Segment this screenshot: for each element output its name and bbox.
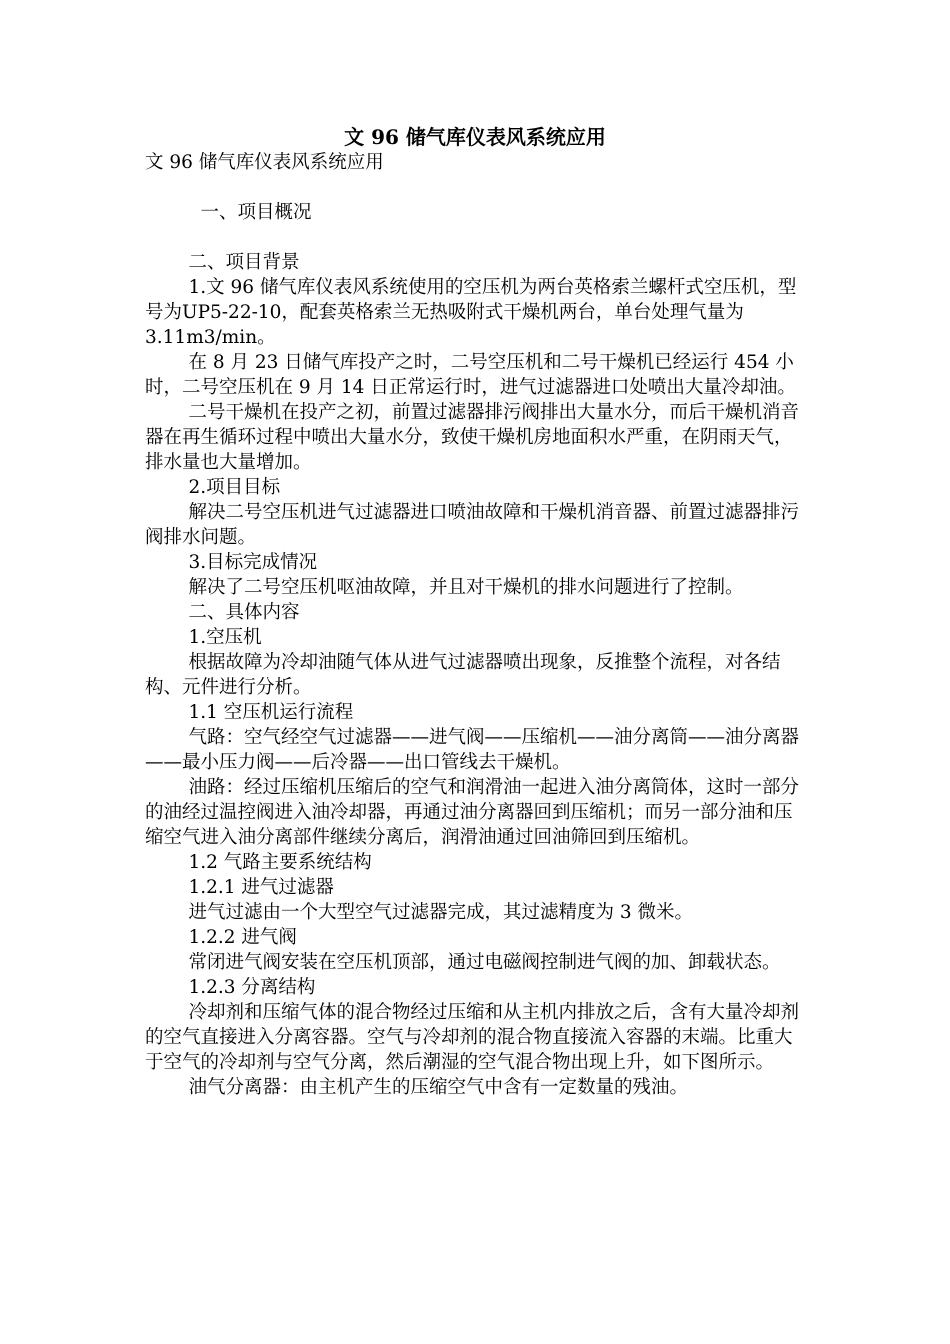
subsection-heading: 1.空压机 bbox=[188, 627, 262, 648]
blank-line bbox=[145, 175, 805, 200]
document-body bbox=[145, 150, 805, 1100]
section-heading: 二、具体内容 bbox=[188, 602, 300, 623]
paragraph: 油气分离器：由主机产生的压缩空气中含有一定数量的残油。 bbox=[188, 1077, 688, 1098]
paragraph: 二号干燥机在投产之初，前置过滤器排污阀排出大量水分，而后干燥机消音器在再生循环过程中喷出大量水分，致使干燥机房地面积水严重，在阴雨天气，排水量也大量增加。 bbox=[145, 402, 799, 473]
subsection-heading: 1.2.1 进气过滤器 bbox=[188, 877, 334, 898]
paragraph: 进气过滤由一个大型空气过滤器完成，其过滤精度为 3 微米。 bbox=[188, 902, 694, 923]
subsection-heading: 3.目标完成情况 bbox=[188, 552, 318, 573]
section-heading: 二、项目背景 bbox=[188, 252, 300, 273]
subsection-heading: 1.1 空压机运行流程 bbox=[188, 702, 354, 723]
subsection-heading: 1.2.2 进气阀 bbox=[188, 927, 297, 948]
paragraph: 根据故障为冷却油随气体从进气过滤器喷出现象，反推整个流程，对各结构、元件进行分析。 bbox=[145, 652, 781, 698]
subsection-heading: 1.2 气路主要系统结构 bbox=[188, 852, 372, 873]
paragraph: 解决了二号空压机呕油故障，并且对干燥机的排水问题进行了控制。 bbox=[188, 577, 744, 598]
subtitle-line: 文 96 储气库仪表风系统应用 bbox=[145, 152, 384, 173]
paragraph: 解决二号空压机进气过滤器进口喷油故障和干燥机消音器、前置过滤器排污阀排水问题。 bbox=[145, 502, 799, 548]
subsection-heading: 1.2.3 分离结构 bbox=[188, 977, 316, 998]
paragraph: 在 8 月 23 日储气库投产之时，二号空压机和二号干燥机已经运行 454 小时，二号空压机在 9 月 14 日正常运行时，进气过滤器进口处喷出大量冷却油。 bbox=[145, 352, 796, 398]
paragraph: 油路：经过压缩机压缩后的空气和润滑油一起进入油分离筒体，这时一部分的油经过温控阀进入油冷却器，再通过油分离器回到压缩机；而另一部分油和压缩空气进入油分离部件继续分离后，润滑油通过回油筛回到压缩机。 bbox=[145, 777, 799, 848]
blank-line bbox=[145, 225, 805, 250]
paragraph: 常闭进气阀安装在空压机顶部，通过电磁阀控制进气阀的加、卸载状态。 bbox=[188, 952, 781, 973]
section-heading: 一、项目概况 bbox=[200, 202, 312, 223]
paragraph: 冷却剂和压缩气体的混合物经过压缩和从主机内排放之后，含有大量冷却剂的空气直接进入分离容器。空气与冷却剂的混合物直接流入容器的末端。比重大于空气的冷却剂与空气分离，然后潮湿的空气混合物出现上升，如下图所示。 bbox=[145, 1002, 799, 1073]
paragraph: 1.文 96 储气库仪表风系统使用的空压机为两台英格索兰螺杆式空压机，型号为UP5-22-10，配套英格索兰无热吸附式干燥机两台，单台处理气量为3.11m3/min。 bbox=[145, 277, 797, 348]
subsection-heading: 2.项目目标 bbox=[188, 477, 281, 498]
paragraph: 气路：空气经空气过滤器——进气阀——压缩机——油分离筒——油分离器——最小压力阀——后冷器——出口管线去干燥机。 bbox=[145, 727, 799, 773]
document-title: 文 96 储气库仪表风系统应用 bbox=[344, 125, 606, 149]
